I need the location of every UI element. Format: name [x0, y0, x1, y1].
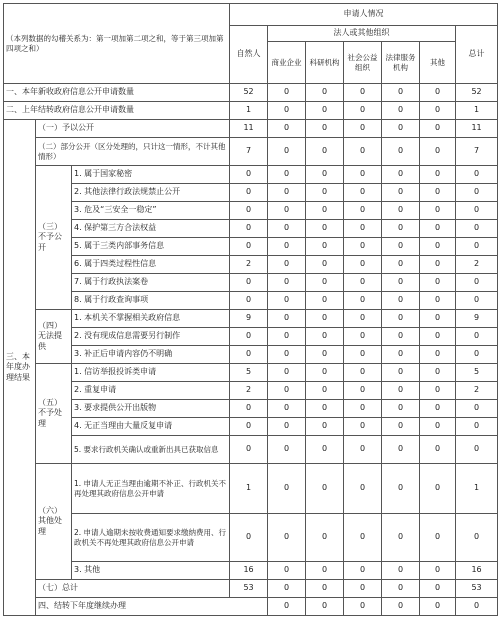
value-cell: 0	[344, 418, 382, 436]
value-cell: 11	[230, 120, 268, 138]
value-cell: 0	[268, 310, 306, 328]
value-cell: 0	[306, 184, 344, 202]
value-cell: 0	[456, 238, 498, 256]
value-cell: 0	[306, 598, 344, 616]
value-cell: 0	[268, 418, 306, 436]
value-cell: 0	[306, 102, 344, 120]
value-cell: 0	[382, 346, 420, 364]
value-cell: 52	[456, 84, 498, 102]
value-cell: 0	[230, 436, 268, 464]
row-label-new: 一、本年新收政府信息公开申请数量	[4, 84, 230, 102]
value-cell: 0	[230, 238, 268, 256]
value-cell: 0	[306, 436, 344, 464]
header-note: （本列数据的勾稽关系为：第一项加第二项之和，等于第三项加第四项之和）	[4, 4, 230, 84]
value-cell: 0	[456, 220, 498, 238]
value-cell: 7	[230, 138, 268, 166]
value-cell: 0	[268, 562, 306, 580]
value-cell: 0	[456, 514, 498, 562]
value-cell: 0	[268, 436, 306, 464]
disclosure-report-table	[3, 3, 498, 616]
row-label-i6-2: 2. 申请人逾期未按收费通知要求缴纳费用、行政机关不再处理其政府信息公开申请	[72, 514, 230, 562]
value-cell: 0	[420, 464, 456, 514]
value-cell: 0	[306, 166, 344, 184]
value-cell: 0	[268, 580, 306, 598]
value-cell: 0	[268, 84, 306, 102]
row-label-i5-3: 3. 要求提供公开出版物	[72, 400, 230, 418]
value-cell: 0	[420, 382, 456, 400]
value-cell: 16	[230, 562, 268, 580]
row-label-i6-1: 1. 申请人无正当理由逾期不补正、行政机关不再处理其政府信息公开申请	[72, 464, 230, 514]
value-cell: 0	[344, 202, 382, 220]
value-cell: 7	[456, 138, 498, 166]
value-cell: 0	[344, 580, 382, 598]
value-cell: 0	[230, 184, 268, 202]
value-cell: 0	[268, 256, 306, 274]
value-cell: 0	[344, 292, 382, 310]
value-cell: 0	[344, 514, 382, 562]
value-cell: 0	[268, 514, 306, 562]
value-cell: 0	[456, 346, 498, 364]
value-cell: 0	[268, 364, 306, 382]
value-cell: 0	[382, 436, 420, 464]
value-cell: 0	[382, 598, 420, 616]
row-label-i4-2: 2. 没有现成信息需要另行制作	[72, 328, 230, 346]
value-cell: 0	[344, 310, 382, 328]
value-cell: 0	[456, 166, 498, 184]
value-cell: 0	[456, 184, 498, 202]
row-label-carry-in: 二、上年结转政府信息公开申请数量	[4, 102, 230, 120]
value-cell: 0	[268, 598, 306, 616]
value-cell: 53	[456, 580, 498, 598]
value-cell: 0	[382, 166, 420, 184]
value-cell: 0	[344, 464, 382, 514]
value-cell: 16	[456, 562, 498, 580]
row-label-i3-5: 5. 属于三类内部事务信息	[72, 238, 230, 256]
value-cell: 0	[456, 400, 498, 418]
value-cell: 0	[382, 238, 420, 256]
value-cell: 0	[230, 400, 268, 418]
value-cell: 0	[268, 138, 306, 166]
value-cell: 0	[306, 580, 344, 598]
value-cell: 0	[306, 238, 344, 256]
value-cell: 0	[420, 310, 456, 328]
value-cell: 0	[230, 292, 268, 310]
header-other: 其他	[420, 42, 456, 84]
value-cell: 0	[268, 238, 306, 256]
value-cell: 0	[420, 562, 456, 580]
value-cell: 0	[306, 274, 344, 292]
value-cell: 0	[268, 346, 306, 364]
value-cell: 0	[382, 220, 420, 238]
value-cell: 0	[344, 382, 382, 400]
value-cell: 0	[382, 202, 420, 220]
value-cell: 0	[382, 292, 420, 310]
value-cell: 0	[344, 346, 382, 364]
value-cell: 0	[306, 202, 344, 220]
value-cell: 0	[420, 184, 456, 202]
value-cell: 0	[268, 184, 306, 202]
value-cell: 0	[306, 292, 344, 310]
header-research: 科研机构	[306, 42, 344, 84]
value-cell: 0	[420, 598, 456, 616]
value-cell: 0	[268, 202, 306, 220]
value-cell: 0	[344, 400, 382, 418]
row-label-i3-1: 1. 属于国家秘密	[72, 166, 230, 184]
value-cell: 0	[344, 598, 382, 616]
value-cell: 0	[382, 274, 420, 292]
row-label-i5-4: 4. 无正当理由大量反复申请	[72, 418, 230, 436]
value-cell: 0	[456, 274, 498, 292]
row-label-carry-out: 四、结转下年度继续办理	[36, 598, 268, 616]
row-label-i6-3: 3. 其他	[72, 562, 230, 580]
value-cell: 0	[344, 184, 382, 202]
value-cell: 0	[382, 120, 420, 138]
value-cell: 0	[382, 464, 420, 514]
value-cell: 0	[230, 202, 268, 220]
value-cell: 0	[268, 220, 306, 238]
value-cell: 5	[456, 364, 498, 382]
value-cell: 0	[420, 400, 456, 418]
value-cell: 0	[420, 364, 456, 382]
row-label-i4-1: 1. 本机关不掌握相关政府信息	[72, 310, 230, 328]
header-social-welfare: 社会公益组织	[344, 42, 382, 84]
value-cell: 0	[344, 84, 382, 102]
value-cell: 1	[230, 464, 268, 514]
value-cell: 0	[306, 84, 344, 102]
value-cell: 0	[344, 120, 382, 138]
row-label-i3-2: 2. 其他法律行政法规禁止公开	[72, 184, 230, 202]
value-cell: 0	[268, 400, 306, 418]
value-cell: 0	[420, 138, 456, 166]
row-label-g5: （五）不予处理	[36, 364, 72, 464]
value-cell: 0	[420, 102, 456, 120]
row-label-i3-7: 7. 属于行政执法案卷	[72, 274, 230, 292]
value-cell: 52	[230, 84, 268, 102]
value-cell: 0	[456, 202, 498, 220]
value-cell: 0	[420, 346, 456, 364]
row-label-g4: （四）无法提供	[36, 310, 72, 364]
value-cell: 0	[382, 256, 420, 274]
value-cell: 0	[420, 220, 456, 238]
value-cell: 0	[420, 514, 456, 562]
value-cell: 0	[420, 418, 456, 436]
value-cell: 0	[344, 364, 382, 382]
value-cell: 0	[230, 328, 268, 346]
value-cell: 0	[268, 274, 306, 292]
value-cell: 0	[306, 382, 344, 400]
value-cell: 0	[420, 166, 456, 184]
value-cell: 0	[306, 220, 344, 238]
value-cell: 0	[382, 102, 420, 120]
value-cell: 2	[230, 256, 268, 274]
value-cell: 0	[456, 292, 498, 310]
value-cell: 0	[420, 120, 456, 138]
header-total: 总计	[456, 26, 498, 84]
row-label-g3: （三）不予公开	[36, 166, 72, 310]
row-label-i5-1: 1. 信访举报投诉类申请	[72, 364, 230, 382]
value-cell: 0	[306, 256, 344, 274]
value-cell: 0	[382, 562, 420, 580]
value-cell: 0	[344, 562, 382, 580]
value-cell: 0	[306, 310, 344, 328]
value-cell: 0	[382, 400, 420, 418]
value-cell: 0	[456, 418, 498, 436]
value-cell: 0	[382, 514, 420, 562]
value-cell: 0	[230, 418, 268, 436]
value-cell: 9	[230, 310, 268, 328]
row-label-i3-6: 6. 属于四类过程性信息	[72, 256, 230, 274]
value-cell: 0	[382, 84, 420, 102]
value-cell: 9	[456, 310, 498, 328]
value-cell: 0	[230, 166, 268, 184]
row-label-g6: （六）其他处理	[36, 464, 72, 580]
value-cell: 0	[344, 274, 382, 292]
value-cell: 0	[306, 328, 344, 346]
value-cell: 0	[420, 292, 456, 310]
value-cell: 1	[456, 464, 498, 514]
value-cell: 1	[230, 102, 268, 120]
value-cell: 0	[306, 562, 344, 580]
value-cell: 11	[456, 120, 498, 138]
value-cell: 0	[344, 138, 382, 166]
value-cell: 0	[306, 514, 344, 562]
value-cell: 0	[382, 184, 420, 202]
row-label-i5-2: 2. 重复申请	[72, 382, 230, 400]
header-legal-entities: 法人或其他组织	[268, 26, 456, 42]
value-cell: 5	[230, 364, 268, 382]
value-cell: 0	[344, 238, 382, 256]
row-label-results: 三、本年度办理结果	[4, 120, 36, 616]
value-cell: 2	[456, 382, 498, 400]
value-cell: 0	[382, 382, 420, 400]
value-cell: 0	[230, 220, 268, 238]
value-cell: 0	[382, 328, 420, 346]
value-cell: 0	[306, 364, 344, 382]
value-cell: 0	[344, 102, 382, 120]
value-cell: 0	[268, 166, 306, 184]
value-cell: 1	[456, 102, 498, 120]
value-cell: 0	[268, 464, 306, 514]
value-cell: 0	[268, 102, 306, 120]
value-cell: 0	[268, 328, 306, 346]
value-cell: 0	[382, 418, 420, 436]
header-natural-person: 自然人	[230, 26, 268, 84]
row-label-i4-3: 3. 补正后申请内容仍不明确	[72, 346, 230, 364]
header-applicant-situation: 申请人情况	[230, 4, 498, 26]
value-cell: 0	[456, 328, 498, 346]
row-label-g2: （二）部分公开（区分处理的，只计这一情形，不计其他情形）	[36, 138, 230, 166]
value-cell: 0	[382, 364, 420, 382]
value-cell: 0	[268, 382, 306, 400]
value-cell: 0	[420, 84, 456, 102]
row-label-i3-4: 4. 保护第三方合法权益	[72, 220, 230, 238]
header-legal-service: 法律服务机构	[382, 42, 420, 84]
row-label-g1: （一）予以公开	[36, 120, 230, 138]
value-cell: 0	[230, 346, 268, 364]
row-label-i3-8: 8. 属于行政查询事项	[72, 292, 230, 310]
value-cell: 0	[306, 346, 344, 364]
value-cell: 0	[382, 138, 420, 166]
value-cell: 2	[456, 256, 498, 274]
value-cell: 0	[344, 436, 382, 464]
value-cell: 0	[420, 238, 456, 256]
value-cell: 0	[306, 120, 344, 138]
value-cell: 0	[420, 436, 456, 464]
value-cell: 0	[420, 202, 456, 220]
value-cell: 0	[456, 598, 498, 616]
value-cell: 0	[306, 400, 344, 418]
value-cell: 0	[306, 138, 344, 166]
value-cell: 0	[382, 310, 420, 328]
value-cell: 0	[230, 514, 268, 562]
value-cell: 0	[344, 166, 382, 184]
value-cell: 0	[268, 120, 306, 138]
value-cell: 0	[420, 328, 456, 346]
header-commercial: 商业企业	[268, 42, 306, 84]
row-label-i5-5: 5. 要求行政机关确认或重新出具已获取信息	[72, 436, 230, 464]
value-cell: 0	[420, 580, 456, 598]
value-cell: 0	[230, 274, 268, 292]
value-cell: 53	[230, 580, 268, 598]
value-cell: 0	[382, 580, 420, 598]
value-cell: 0	[344, 328, 382, 346]
value-cell: 0	[456, 436, 498, 464]
row-label-i3-3: 3. 危及“三安全一稳定”	[72, 202, 230, 220]
value-cell: 0	[420, 274, 456, 292]
value-cell: 0	[306, 418, 344, 436]
value-cell: 0	[420, 256, 456, 274]
row-label-g7: （七）总计	[36, 580, 230, 598]
value-cell: 0	[344, 220, 382, 238]
value-cell: 2	[230, 382, 268, 400]
value-cell: 0	[306, 464, 344, 514]
value-cell: 0	[268, 292, 306, 310]
value-cell: 0	[344, 256, 382, 274]
